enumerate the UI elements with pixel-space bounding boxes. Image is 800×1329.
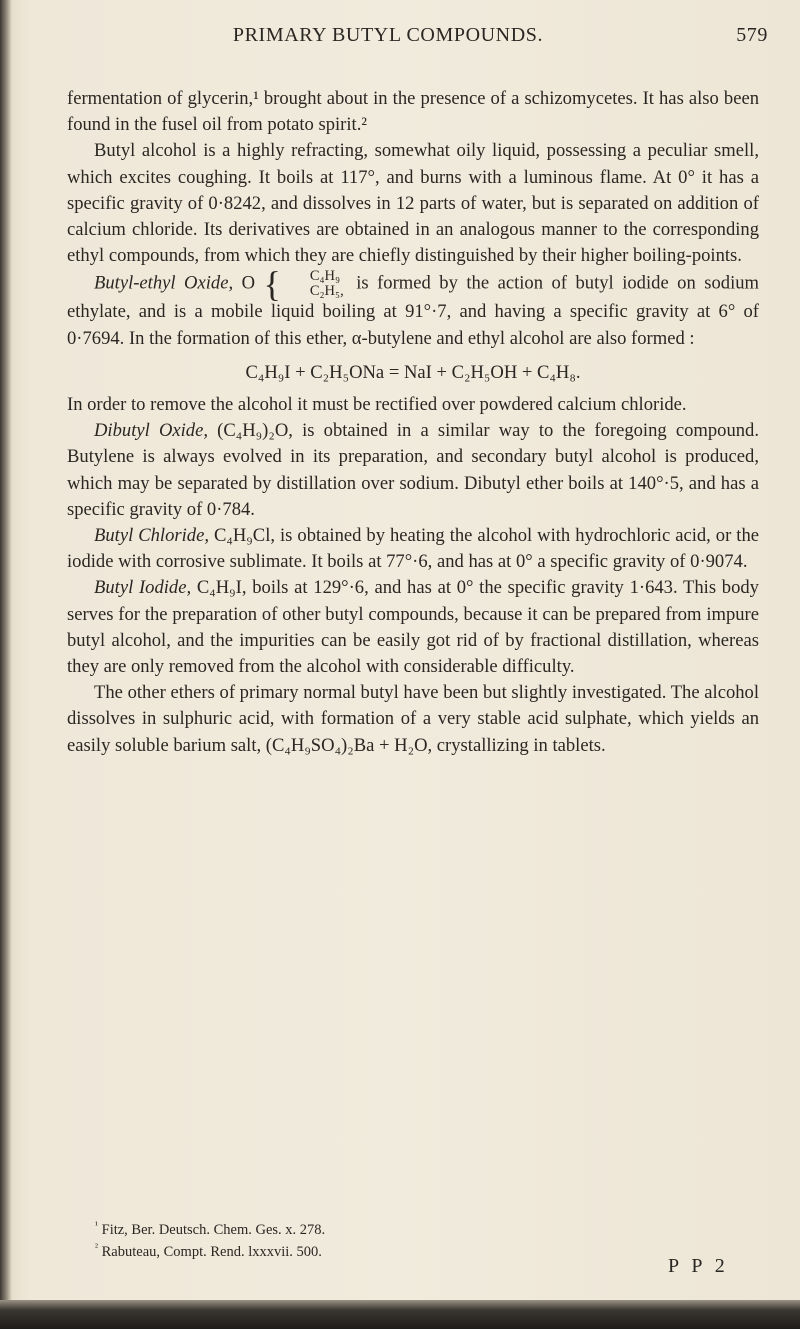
heading-butyl-chloride: Butyl Chloride,: [94, 525, 209, 547]
footnote-2-text: Rabuteau, Compt. Rend. lxxxvii. 500.: [101, 1243, 322, 1260]
page-number: 579: [736, 24, 768, 46]
running-head-title: PRIMARY BUTYL COMPOUNDS.: [232, 24, 544, 46]
formula-brace-group: [283, 269, 344, 299]
paragraph-butyl-ethyl-oxide-text: iodide on sodium ethylate, and is a mobile liquid boiling at 91°·7, and having a specific gravity at 6° of 0·7694. In the formation of this ether, α-butylene and ethyl alcohol are also formed :: [67, 272, 760, 349]
paragraph-butyl-ethyl-oxide: [67, 264, 760, 351]
heading-butyl-iodide: Butyl Iodide,: [94, 577, 192, 599]
heading-dibutyl-oxide: Dibutyl Oxide,: [94, 420, 208, 442]
paragraph-butyl-chloride-text: C₄H₉Cl, is obtained by heating the alcohol with hydrochloric acid, or the iodide with corrosive sublimate. It boils at 77°·6, and has at 0° a specific gravity of 0·9074.: [67, 525, 759, 573]
heading-butyl-ethyl-oxide: Butyl-ethyl Oxide,: [94, 272, 234, 294]
footnotes: [95, 1217, 695, 1261]
book-spine-shadow: [0, 0, 12, 1329]
formula-butyl-group: C₄H₉: [309, 268, 341, 285]
formula-ethyl-group: C₂H₅,: [309, 283, 344, 300]
reaction-equation: C₄H₉I + C₂H₅ONa = NaI + C₂H₅OH + C₄H₈.: [245, 361, 581, 383]
oxygen-symbol: O: [241, 272, 256, 294]
footnote-1-mark: ¹: [95, 1220, 98, 1231]
paragraph-continuation: fermentation of glycerin,¹ brought about in the presence of a schizomycetes. It has also been found in the fusel oil from potato spirit.²: [67, 88, 759, 136]
running-head: [68, 24, 768, 54]
paragraph-butyl-alcohol: Butyl alcohol is a highly refracting, somewhat oily liquid, possessing a peculiar smell, which excites coughing. It boils at 117°, and burns with a luminous flame. At 0° it has a specific gravity of 0·8242, and dissolves in 12 parts of water, but is separated on addition of calcium chloride. Its derivatives are obtained in an analogous manner to the corresponding ethyl compounds, from which they are chiefly distinguished by their higher boiling-points.: [67, 140, 759, 267]
footnote-1-text: Fitz, Ber. Deutsch. Chem. Ges. x. 278.: [101, 1221, 326, 1238]
paragraph-butyl-iodide-text: C₄H₉I, boils at 129°·6, and has at 0° the specific gravity 1·643. This body serves for the preparation of other butyl compounds, because it can be prepared from impure butyl alcohol, and the impurities can be easily got rid of by fractional distillation, whereas they are only removed from the alcohol with considerable difficulty.: [67, 577, 759, 678]
signature-mark: P P 2: [668, 1255, 729, 1277]
paragraph-butyl-chloride: [67, 523, 759, 575]
paragraph-dibutyl-oxide: [67, 418, 759, 523]
paragraph-rectification: In order to remove the alcohol it must be rectified over powdered calcium chloride.: [67, 394, 687, 416]
paragraph-butyl-ethyl-oxide-first-line: is formed by the action of butyl: [356, 272, 614, 294]
footnote-2: [95, 1239, 695, 1261]
left-brace-icon: {: [263, 264, 281, 305]
paragraph-other-ethers: The other ethers of primary normal butyl have been but slightly investigated. The alcohol dissolves in sulphuric acid, with formation of a very stable acid sulphate, which yields an easily soluble barium salt, (C₄H₉SO₄)₂Ba + H₂O, crystallizing in tablets.: [67, 682, 759, 756]
body-text: [67, 86, 759, 759]
page-bottom-shadow: [0, 1300, 800, 1329]
paragraph-dibutyl-oxide-text: (C₄H₉)₂O, is obtained in a similar way to the foregoing compound. Butylene is always evolved in its preparation, and secondary butyl alcohol is produced, which may be separated by distillation over sodium. Dibutyl ether boils at 140°·5, and has a specific gravity of 0·784.: [67, 420, 759, 520]
paragraph-butyl-iodide: [67, 575, 759, 680]
footnote-2-mark: ²: [95, 1241, 98, 1253]
footnote-1: [95, 1217, 695, 1239]
